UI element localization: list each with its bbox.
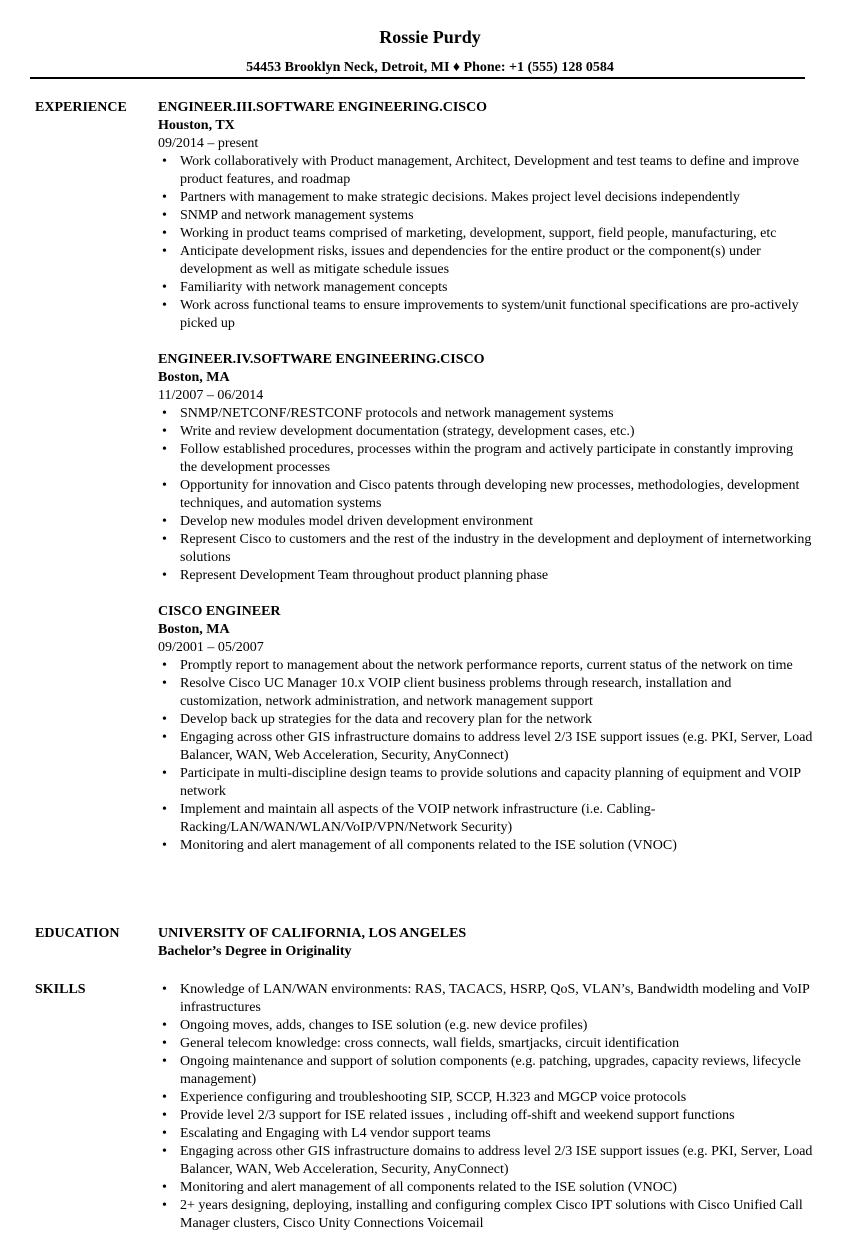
degree: Bachelor’s Degree in Originality (158, 944, 352, 959)
skills-list (158, 981, 813, 1233)
bullet-item: • Monitoring and alert management of all components related to the ISE solution (VNOC) (158, 837, 813, 855)
skills-heading: SKILLS (35, 982, 86, 997)
bullet-item: • Work across functional teams to ensure improvements to system/unit functional specifications are pro-actively picked up (158, 297, 813, 333)
skill-item: • Escalating and Engaging with L4 vendor support teams (158, 1125, 813, 1143)
bullet-item: • Write and review development documentation (strategy, development cases, etc.) (158, 423, 813, 441)
bullet-item: • Represent Development Team throughout product planning phase (158, 567, 813, 585)
bullet-item: • Anticipate development risks, issues and dependencies for the entire product or the component(s) under development as well as mitigate schedule issues (158, 243, 813, 279)
bullet-item: • Engaging across other GIS infrastructure domains to address level 2/3 ISE support issues (e.g. PKI, Server, Load Balancer, WAN, Web Acceleration, Security, AnyConnect) (158, 729, 813, 765)
header-divider (30, 77, 805, 79)
skill-item: • Ongoing maintenance and support of solution components (e.g. patching, upgrades, capacity reviews, lifecycle management) (158, 1053, 813, 1089)
job-bullets (158, 405, 813, 585)
job-entry (158, 351, 813, 585)
job-location: Houston, TX (158, 118, 235, 133)
skill-item: • Knowledge of LAN/WAN environments: RAS, TACACS, HSRP, QoS, VLAN’s, Bandwidth modeling and VoIP infrastructures (158, 981, 813, 1017)
bullet-item: • SNMP/NETCONF/RESTCONF protocols and network management systems (158, 405, 813, 423)
bullet-item: • Represent Cisco to customers and the rest of the industry in the development and deployment of internetworking solutions (158, 531, 813, 567)
job-title: ENGINEER.III.SOFTWARE ENGINEERING.CISCO (158, 100, 488, 115)
skill-item: • General telecom knowledge: cross connects, wall fields, smartjacks, circuit identification (158, 1035, 813, 1053)
bullet-item: • Develop back up strategies for the data and recovery plan for the network (158, 711, 813, 729)
job-location: Boston, MA (158, 370, 230, 385)
bullet-item: • Participate in multi-discipline design teams to provide solutions and capacity planning of equipment and VOIP network (158, 765, 813, 801)
bullet-item: • Familiarity with network management concepts (158, 279, 813, 297)
skill-item: • Experience configuring and troubleshooting SIP, SCCP, H.323 and MGCP voice protocols (158, 1089, 813, 1107)
skill-item: • Ongoing moves, adds, changes to ISE solution (e.g. new device profiles) (158, 1017, 813, 1035)
job-title: CISCO ENGINEER (158, 604, 281, 619)
candidate-name: Rossie Purdy (379, 27, 481, 47)
bullet-item: • Develop new modules model driven development environment (158, 513, 813, 531)
job-location: Boston, MA (158, 622, 230, 637)
education-content (158, 925, 813, 961)
bullet-item: • Working in product teams comprised of marketing, development, support, field people, manufacturing, etc (158, 225, 813, 243)
bullet-item: • Promptly report to management about the network performance reports, current status of the network on time (158, 657, 813, 675)
job-dates: 09/2001 – 05/2007 (158, 640, 264, 655)
job-entry (158, 603, 813, 855)
skill-item: • Provide level 2/3 support for ISE related issues , including off-shift and weekend support functions (158, 1107, 813, 1125)
job-bullets (158, 153, 813, 333)
skills-content (158, 981, 813, 1233)
skill-item: • 2+ years designing, deploying, installing and configuring complex Cisco IPT solutions with Cisco Unified Call Manager clusters, Cisco Unity Connections Voicemail (158, 1197, 813, 1233)
job-bullets (158, 657, 813, 855)
bullet-item: • Follow established procedures, processes within the program and actively participate in constantly improving the development processes (158, 441, 813, 477)
skill-item: • Monitoring and alert management of all components related to the ISE solution (VNOC) (158, 1179, 813, 1197)
bullet-item: • Opportunity for innovation and Cisco patents through developing new processes, methodologies, development techniques, and automation systems (158, 477, 813, 513)
education-heading: EDUCATION (35, 926, 120, 941)
bullet-item: • Resolve Cisco UC Manager 10.x VOIP client business problems through research, installation and customization, network administration, and network management support (158, 675, 813, 711)
job-title: ENGINEER.IV.SOFTWARE ENGINEERING.CISCO (158, 352, 485, 367)
experience-heading: EXPERIENCE (35, 100, 127, 115)
skill-item: • Engaging across other GIS infrastructure domains to address level 2/3 ISE support issues (e.g. PKI, Server, Load Balancer, WAN, Web Acceleration, Security, AnyConnect) (158, 1143, 813, 1179)
job-dates: 11/2007 – 06/2014 (158, 388, 264, 403)
bullet-item: • Implement and maintain all aspects of the VOIP network infrastructure (i.e. Cabling-Racking/LAN/WAN/WLAN/VoIP/VPN/Network Security) (158, 801, 813, 837)
school-name: UNIVERSITY OF CALIFORNIA, LOS ANGELES (158, 926, 467, 941)
job-entry (158, 99, 813, 333)
bullet-item: • SNMP and network management systems (158, 207, 813, 225)
contact-line: 54453 Brooklyn Neck, Detroit, MI ♦ Phone: +1 (555) 128 0584 (246, 60, 614, 75)
job-dates: 09/2014 – present (158, 136, 259, 151)
bullet-item: • Work collaboratively with Product management, Architect, Development and test teams to define and improve product features, and roadmap (158, 153, 813, 189)
bullet-item: • Partners with management to make strategic decisions. Makes project level decisions independently (158, 189, 813, 207)
experience-content (158, 99, 813, 873)
